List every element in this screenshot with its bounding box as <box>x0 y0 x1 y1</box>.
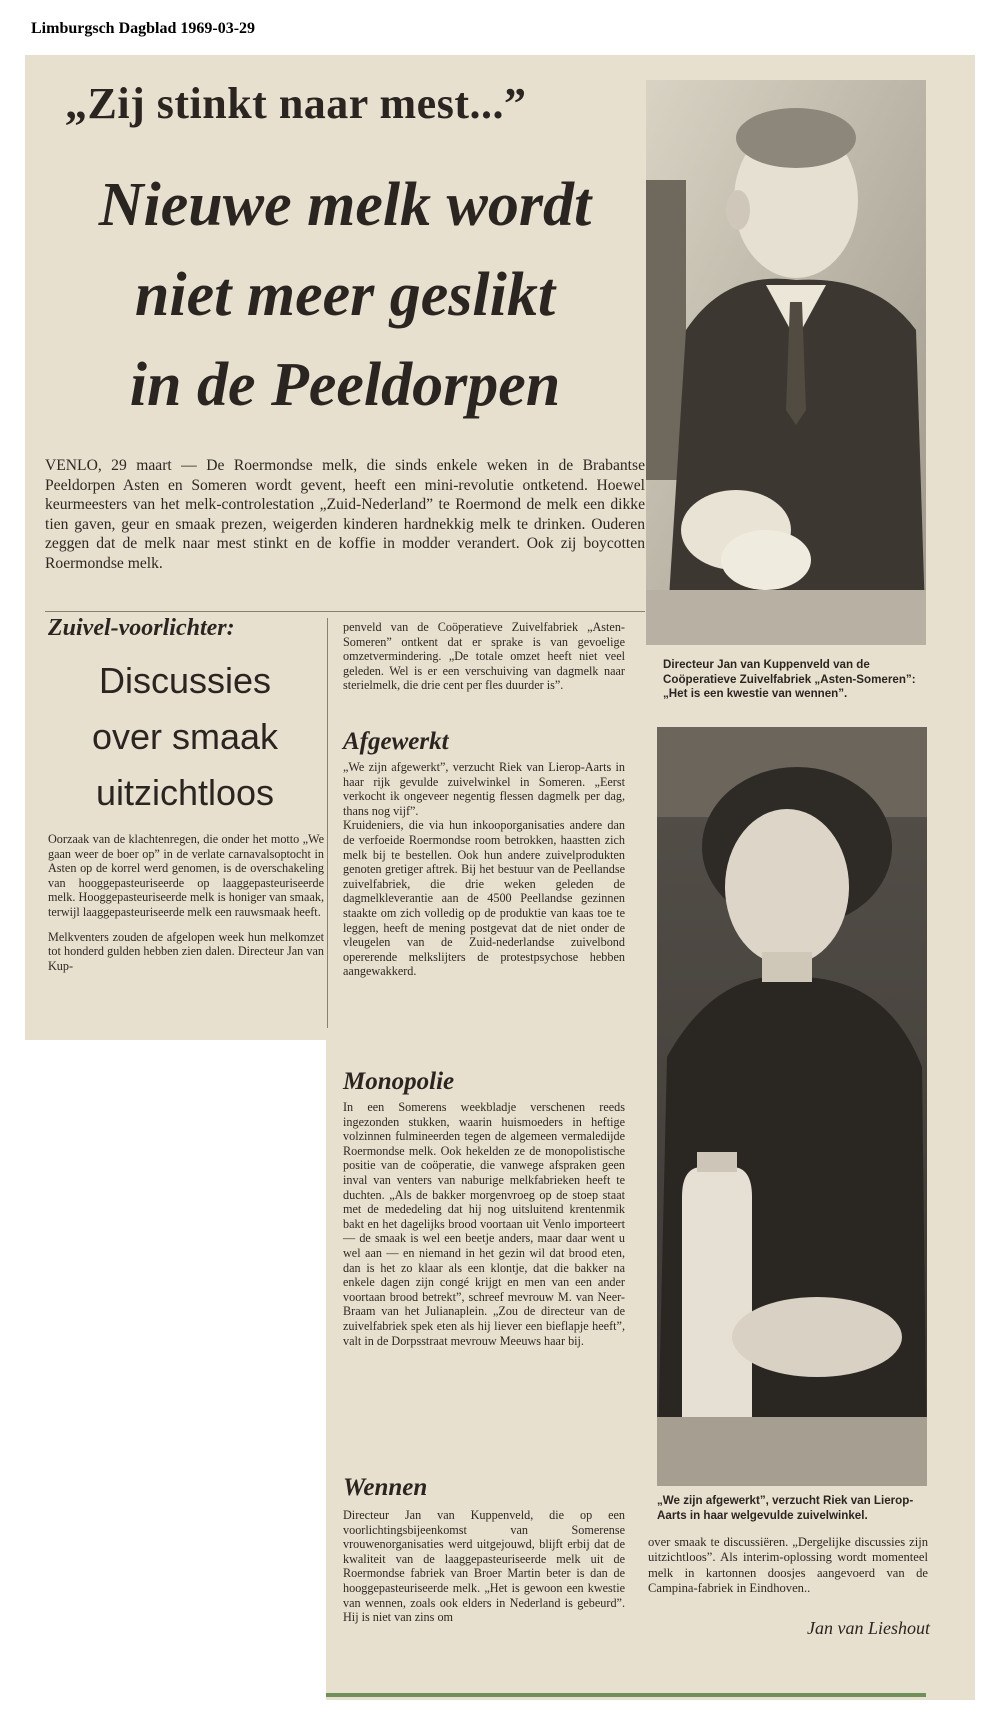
sub-headline-line: Discussies <box>98 660 272 701</box>
headline-line: niet meer geslikt <box>134 261 556 329</box>
newspaper-source-label: Limburgsch Dagblad 1969-03-29 <box>31 20 256 37</box>
director-photo-image <box>646 80 926 645</box>
column-divider <box>327 618 328 1028</box>
sub-headline <box>45 653 325 821</box>
article-byline: Jan van Lieshout <box>807 1618 930 1638</box>
section-heading-monopolie: Monopolie <box>343 1068 455 1095</box>
photo-director <box>646 80 926 645</box>
article-lead: VENLO, 29 maart — De Roermondse melk, die sinds enkele weken in de Brabantse Peeldorpen Asten en Someren wordt gevent, heeft een mini-revolutie ontketend. Hoewel keurmeesters van het melk-controlestation „Zuid-Nederland” te Roermond de melk een dikke tien gaven, geur en smaak prezen, weigerden kinderen hardnekkig melk te drinken. Ouderen zeggen dat de melk naar mest stinkt en de koffie in modder verandert. Ook zij boycotten Roermondse melk. <box>45 457 645 572</box>
body-paragraph: Kruideniers, die via hun inkooporganisaties andere dan de verfoeide Roermondse room betrokken, haastten zich melk bij te bestellen. Ook hun andere zuivelprodukten genoten gretiger aftrek. Bij het bestuur van de Peellandse zuivelfabriek, die drie weken geleden de dagmelkleverantie aan de 4500 Peellandse gezinnen staakte om zich volledig op de produktie van kaas toe te leggen, heeft de mening postgevat dat de niet onder de vleugelen van de Zuid-nederlandse zuivelbond opererende melkslijters de protestpsychose hebben aangewakkerd. <box>343 818 625 979</box>
body-paragraph: penveld van de Coöperatieve Zuivelfabriek „Asten-Someren” ontkent dat er sprake is van gevoelige omzetvermindering. „De totale omzet heeft niet veel geleden. Wel is er een verschuiving van dagmelk naar sterielmelk, die drie cent per fles duurder is”. <box>343 620 625 693</box>
column-1-body <box>48 832 324 983</box>
section-body-wennen <box>343 1508 625 1625</box>
body-paragraph: In een Somerens weekbladje verschenen reeds ingezonden stukken, waarin huismoeders in heftige volzinnen fulmineerden tegen de algemeen vermaledijde Roermondse melk. Ook hekelden ze de monopolistische positie van de coöperatie, die vanwege afspraken geen inval van venters van naburige melkfabrieken heeft te duchten. „Als de bakker morgenvroeg op de stoep staat met de mededeling dat hij nog uitsluitend krentenmik bakt en het dagelijks brood voortaan uit Venlo importeert — de smaak is wel een beetje anders, maar daar went u wel aan — en niemand in het gezin wil dat brood eten, dan is het zo klaar als een klontje, dat die bakker na enkele dagen zijn congé krijgt en men van een ander voortaan brood betrekt”, schreef mevrouw M. van Neer-Braam van het Julianaplein. „Zou de directeur van de zuivelfabriek spek eten als hij liever een bieflapje heeft”, valt in de Dorpsstraat mevrouw Meeuws haar bij. <box>343 1100 625 1348</box>
section-heading-afgewerkt: Afgewerkt <box>343 728 449 755</box>
clipping-bottom-rule <box>326 1693 926 1697</box>
body-paragraph: Melkventers zouden de afgelopen week hun melkomzet tot honderd gulden hebben zien dalen. Directeur Jan van Kup- <box>48 929 324 973</box>
photo-shop-owner <box>657 727 927 1486</box>
photo-shop-owner-caption: „We zijn afgewerkt”, verzucht Riek van Lierop-Aarts in haar welgevulde zuivelwinkel. <box>657 1494 914 1522</box>
headline-line: Nieuwe melk wordt <box>98 171 592 239</box>
section-heading-wennen: Wennen <box>343 1474 428 1501</box>
section-body-monopolie <box>343 1100 625 1348</box>
photo-director-caption: Directeur Jan van Kuppenveld van de Coöperatieve Zuivelfabriek „Asten-Someren”: „Het is een kwestie van wennen”. <box>663 658 916 701</box>
sub-headline-line: uitzichtloos <box>95 772 275 813</box>
column-2-continuation <box>343 620 625 693</box>
sub-headline-line: over smaak <box>91 716 279 757</box>
headline-line: in de Peeldorpen <box>129 351 561 419</box>
shop-owner-photo-image <box>657 727 927 1486</box>
lead-divider <box>45 611 645 612</box>
column-3-ending: over smaak te discussiëren. „Dergelijke discussies zijn uitzichtloos”. Als interim-oplossing wordt momenteel melk in kartonnen doosjes aangevoerd van de Campina-fabriek in Eindhoven.. <box>648 1535 928 1596</box>
body-paragraph: Directeur Jan van Kuppenveld, die op een voorlichtingsbijeenkomst van Somerense vrouwenorganisaties werd uitgejouwd, blijft erbij dat de kwaliteit van de laaggepasteuriseerde melk uit de Roermondse fabriek van Broer Martin beter is dan de hooggepasteuriseerde melk. „Het is gewoon een kwestie van wennen, zoals ook elders in Nederland is gebeurd”. Hij is niet van zins om <box>343 1508 625 1625</box>
sub-kicker: Zuivel-voorlichter: <box>48 615 235 641</box>
article-headline <box>45 160 645 430</box>
body-paragraph: Oorzaak van de klachtenregen, die onder het motto „We gaan weer de boer op” in de verlate carnavalsoptocht in Asten op de korrel werd genomen, is de overschakeling van hooggepasteuriseerde op laaggepasteuriseerde melk. Hooggepasteuriseerde melk is honiger van smaak, terwijl laaggepasteuriseerde melk een rauwsmaak heeft. <box>48 832 324 919</box>
section-body-afgewerkt <box>343 760 625 979</box>
body-paragraph: „We zijn afgewerkt”, verzucht Riek van Lierop-Aarts in haar rijk gevulde zuivelwinkel in Someren. „Eerst verkocht ik ongeveer negentig flessen dagmelk per dag, thans nog vijf”. <box>343 760 625 818</box>
article-kicker: „Zij stinkt naar mest...” <box>65 79 527 128</box>
